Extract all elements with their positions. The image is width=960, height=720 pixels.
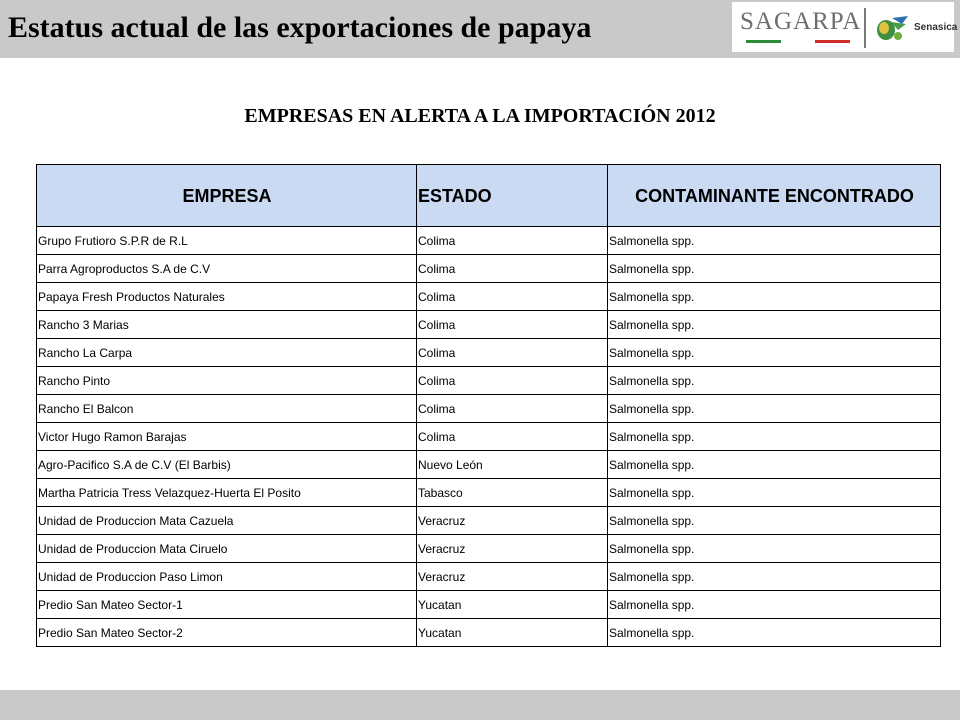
cell-empresa: Rancho Pinto bbox=[37, 367, 417, 395]
senasica-emblem-icon bbox=[874, 12, 910, 44]
cell-empresa: Rancho El Balcon bbox=[37, 395, 417, 423]
cell-contaminante: Salmonella spp. bbox=[608, 423, 941, 451]
table-row bbox=[37, 451, 941, 479]
cell-empresa: Agro-Pacifico S.A de C.V (El Barbis) bbox=[37, 451, 417, 479]
cell-estado: Colima bbox=[417, 423, 608, 451]
cell-estado: Yucatan bbox=[417, 591, 608, 619]
table-row bbox=[37, 255, 941, 283]
flag-stripes bbox=[746, 40, 850, 43]
cell-contaminante: Salmonella spp. bbox=[608, 591, 941, 619]
column-header-estado: ESTADO bbox=[417, 165, 608, 227]
column-header-contaminante: CONTAMINANTE ENCONTRADO bbox=[608, 165, 941, 227]
cell-contaminante: Salmonella spp. bbox=[608, 311, 941, 339]
table-row bbox=[37, 507, 941, 535]
table-row bbox=[37, 339, 941, 367]
cell-estado: Yucatan bbox=[417, 619, 608, 647]
sagarpa-logo bbox=[738, 6, 862, 46]
slide-title: Estatus actual de las exportaciones de papaya bbox=[8, 11, 592, 44]
cell-empresa: Rancho La Carpa bbox=[37, 339, 417, 367]
cell-estado: Veracruz bbox=[417, 507, 608, 535]
header-bar bbox=[0, 0, 960, 58]
cell-empresa: Unidad de Produccion Mata Ciruelo bbox=[37, 535, 417, 563]
table-row bbox=[37, 311, 941, 339]
table-row bbox=[37, 367, 941, 395]
cell-contaminante: Salmonella spp. bbox=[608, 451, 941, 479]
cell-contaminante: Salmonella spp. bbox=[608, 563, 941, 591]
cell-contaminante: Salmonella spp. bbox=[608, 339, 941, 367]
table-row bbox=[37, 563, 941, 591]
cell-estado: Colima bbox=[417, 367, 608, 395]
table-row bbox=[37, 227, 941, 255]
cell-empresa: Victor Hugo Ramon Barajas bbox=[37, 423, 417, 451]
flag-stripe-green bbox=[746, 40, 781, 43]
column-header-empresa: EMPRESA bbox=[37, 165, 417, 227]
cell-estado: Nuevo León bbox=[417, 451, 608, 479]
logo-box bbox=[732, 2, 958, 52]
cell-contaminante: Salmonella spp. bbox=[608, 227, 941, 255]
cell-contaminante: Salmonella spp. bbox=[608, 283, 941, 311]
cell-contaminante: Salmonella spp. bbox=[608, 619, 941, 647]
senasica-logo-text: Senasica bbox=[914, 22, 958, 33]
cell-estado: Colima bbox=[417, 339, 608, 367]
cell-empresa: Martha Patricia Tress Velazquez-Huerta El Posito bbox=[37, 479, 417, 507]
logo-divider bbox=[864, 8, 866, 48]
cell-estado: Colima bbox=[417, 255, 608, 283]
cell-estado: Colima bbox=[417, 395, 608, 423]
table-row bbox=[37, 423, 941, 451]
cell-estado: Tabasco bbox=[417, 479, 608, 507]
cell-estado: Colima bbox=[417, 311, 608, 339]
cell-contaminante: Salmonella spp. bbox=[608, 367, 941, 395]
cell-empresa: Predio San Mateo Sector-1 bbox=[37, 591, 417, 619]
footer-bar bbox=[0, 690, 960, 720]
cell-empresa: Grupo Frutioro S.P.R de R.L bbox=[37, 227, 417, 255]
table-row bbox=[37, 591, 941, 619]
cell-empresa: Unidad de Produccion Paso Limon bbox=[37, 563, 417, 591]
cell-estado: Veracruz bbox=[417, 563, 608, 591]
companies-table bbox=[36, 164, 941, 647]
cell-contaminante: Salmonella spp. bbox=[608, 479, 941, 507]
flag-stripe-white bbox=[781, 40, 816, 43]
table-row bbox=[37, 283, 941, 311]
table-row bbox=[37, 479, 941, 507]
flag-stripe-red bbox=[815, 40, 850, 43]
table-row bbox=[37, 619, 941, 647]
table-row bbox=[37, 395, 941, 423]
senasica-logo bbox=[874, 10, 958, 46]
cell-empresa: Rancho 3 Marias bbox=[37, 311, 417, 339]
table-row bbox=[37, 535, 941, 563]
sagarpa-logo-text: SAGARPA bbox=[740, 8, 862, 35]
cell-estado: Colima bbox=[417, 283, 608, 311]
cell-empresa: Unidad de Produccion Mata Cazuela bbox=[37, 507, 417, 535]
cell-contaminante: Salmonella spp. bbox=[608, 255, 941, 283]
cell-empresa: Papaya Fresh Productos Naturales bbox=[37, 283, 417, 311]
cell-estado: Veracruz bbox=[417, 535, 608, 563]
cell-contaminante: Salmonella spp. bbox=[608, 395, 941, 423]
table-heading: EMPRESAS EN ALERTA A LA IMPORTACIÓN 2012 bbox=[244, 105, 716, 127]
cell-empresa: Predio San Mateo Sector-2 bbox=[37, 619, 417, 647]
cell-estado: Colima bbox=[417, 227, 608, 255]
cell-contaminante: Salmonella spp. bbox=[608, 507, 941, 535]
cell-empresa: Parra Agroproductos S.A de C.V bbox=[37, 255, 417, 283]
table-header-row bbox=[37, 165, 941, 227]
cell-contaminante: Salmonella spp. bbox=[608, 535, 941, 563]
